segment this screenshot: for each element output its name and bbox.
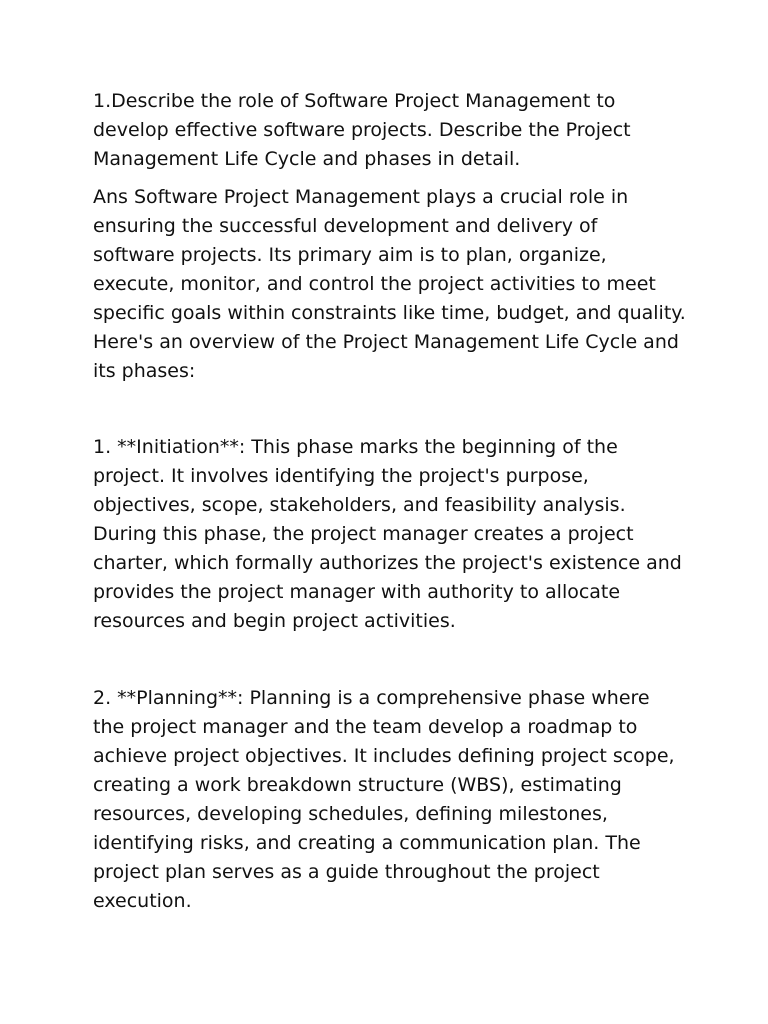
- answer-intro-line: Ans Software Project Management plays a crucial role in: [93, 186, 629, 208]
- planning-line: creating a work breakdown structure (WBS), estimating: [93, 774, 622, 796]
- answer-intro-line: specific goals within constraints like time, budget, and quality.: [93, 302, 686, 324]
- answer-intro-paragraph: [93, 183, 693, 386]
- question-line: Management Life Cycle and phases in detail.: [93, 148, 521, 170]
- question-line: develop effective software projects. Describe the Project: [93, 119, 631, 141]
- answer-intro-line: software projects. Its primary aim is to plan, organize,: [93, 244, 607, 266]
- planning-line: execution.: [93, 890, 192, 912]
- answer-intro-line: execute, monitor, and control the project activities to meet: [93, 273, 656, 295]
- initiation-line: resources and begin project activities.: [93, 610, 456, 632]
- answer-intro-line: ensuring the successful development and delivery of: [93, 215, 598, 237]
- planning-line: resources, developing schedules, defining milestones,: [93, 803, 608, 825]
- planning-line: achieve project objectives. It includes defining project scope,: [93, 745, 675, 767]
- initiation-line: charter, which formally authorizes the project's existence and: [93, 552, 682, 574]
- initiation-line: objectives, scope, stakeholders, and feasibility analysis.: [93, 494, 626, 516]
- initiation-line: project. It involves identifying the project's purpose,: [93, 465, 589, 487]
- planning-line: 2. **Planning**: Planning is a comprehensive phase where: [93, 687, 650, 709]
- initiation-phase-paragraph: [93, 433, 693, 636]
- question-paragraph: [93, 87, 693, 174]
- question-line: 1.Describe the role of Software Project Management to: [93, 90, 616, 112]
- planning-phase-paragraph: [93, 684, 693, 916]
- answer-intro-line: Here's an overview of the Project Management Life Cycle and: [93, 331, 679, 353]
- initiation-line: During this phase, the project manager creates a project: [93, 523, 634, 545]
- planning-line: the project manager and the team develop a roadmap to: [93, 716, 638, 738]
- initiation-line: provides the project manager with authority to allocate: [93, 581, 621, 603]
- planning-line: identifying risks, and creating a communication plan. The: [93, 832, 641, 854]
- answer-intro-line: its phases:: [93, 360, 196, 382]
- planning-line: project plan serves as a guide throughout the project: [93, 861, 600, 883]
- initiation-line: 1. **Initiation**: This phase marks the beginning of the: [93, 436, 618, 458]
